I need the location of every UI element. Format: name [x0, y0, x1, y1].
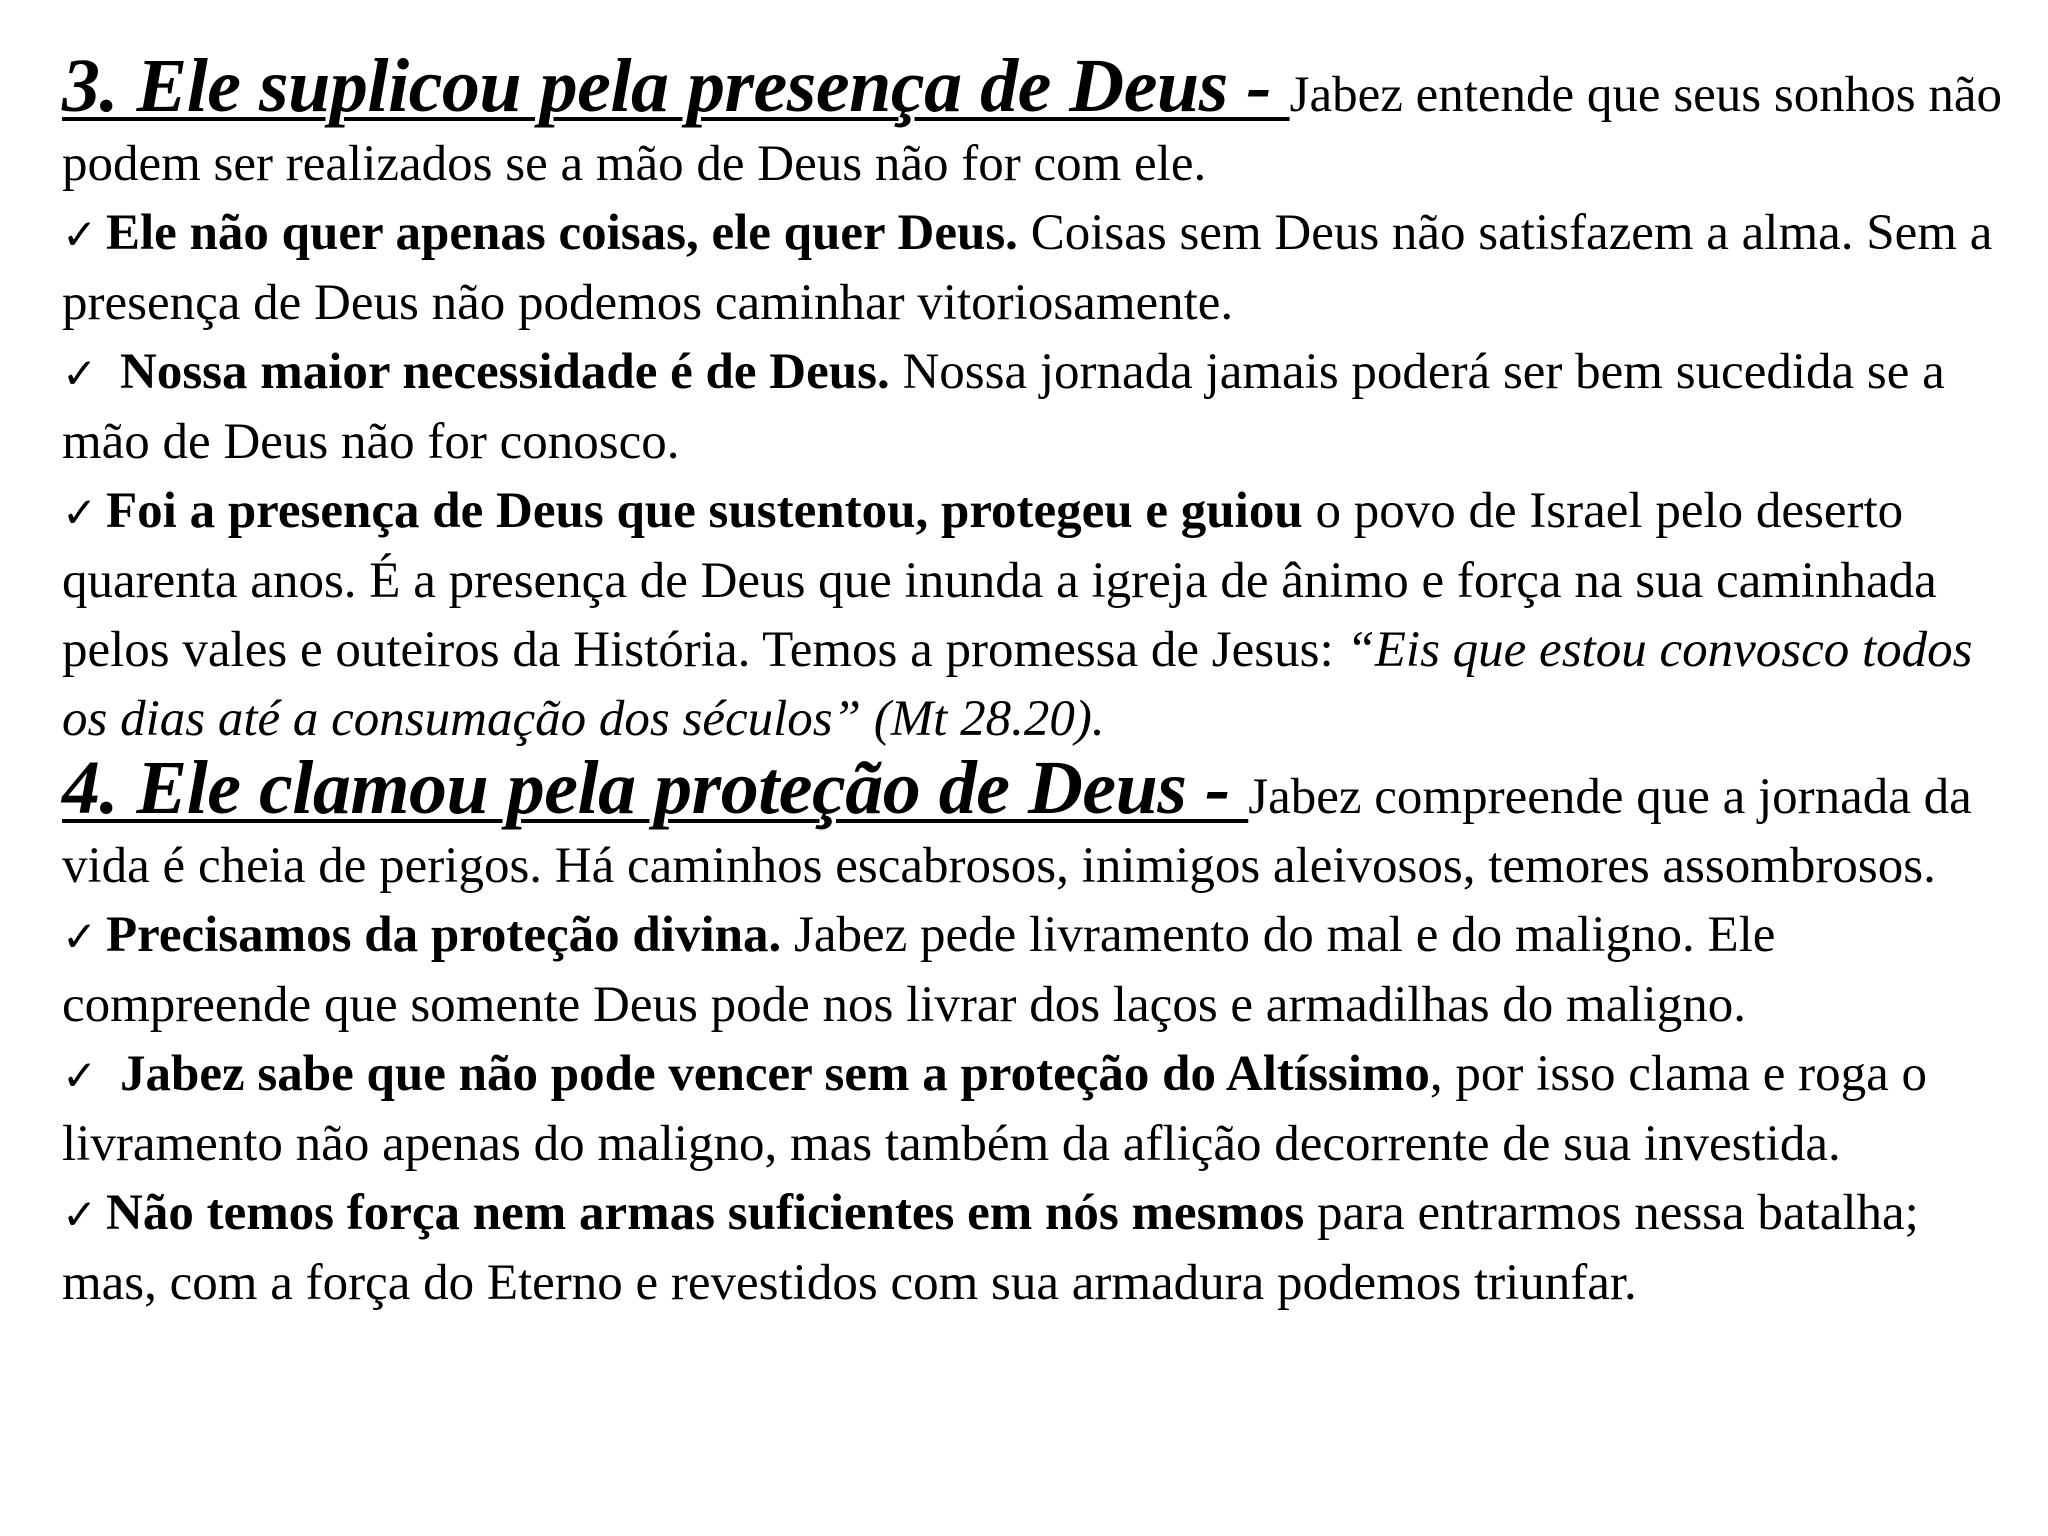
document-page [62, 44, 2022, 1318]
bullet-item [62, 1040, 2022, 1179]
bullet-text: Nossa jornada jamais poderá ser bem sucedida se a mão de Deus não for conosco. [62, 344, 1945, 470]
bullet-item [62, 1179, 2022, 1318]
bullet-item [62, 477, 2022, 754]
section-3-intro [62, 44, 2022, 199]
checkmark-icon: ✓ [62, 1190, 98, 1239]
bullet-bold-text: Jabez sabe que não pode vencer sem a proteção do Altíssimo [120, 1046, 1430, 1102]
bullet-bold-text: Precisamos da proteção divina. [106, 907, 782, 963]
bullet-item [62, 338, 2022, 477]
section-3-heading: 3. Ele suplicou pela presença de Deus - [62, 44, 1290, 128]
bullet-text: Jabez pede livramento do mal e do maligno. Ele compreende que somente Deus pode nos livrar dos laços e armadilhas do maligno. [62, 907, 1776, 1033]
section-3-intro-text: Jabez entende que seus sonhos não podem ser realizados se a mão de Deus não for com ele. [62, 67, 2002, 192]
section-4-heading: 4. Ele clamou pela proteção de Deus - [62, 746, 1249, 830]
section-4-intro [62, 746, 2022, 901]
checkmark-icon: ✓ [62, 210, 98, 259]
bullet-text: o povo de Israel pelo deserto quarenta anos. É a presença de Deus que inunda a igreja de ânimo e força na sua caminhada pelos vales e outeiros da História. Temos a promessa de Jesus: [62, 483, 1937, 678]
checkmark-icon: ✓ [62, 1051, 98, 1100]
bullet-bold-text: Não temos força nem armas suficientes em nós mesmos [106, 1185, 1305, 1241]
bullet-text: Coisas sem Deus não satisfazem a alma. Sem a presença de Deus não podemos caminhar vitoriosamente. [62, 205, 1993, 331]
bullet-text: , por isso clama e roga o livramento não apenas do maligno, mas também da aflição decorrente de sua investida. [62, 1046, 1928, 1172]
checkmark-icon: ✓ [62, 488, 98, 537]
bullet-bold-text: Foi a presença de Deus que sustentou, protegeu e guiou [106, 483, 1303, 539]
section-4-intro-text: Jabez compreende que a jornada da vida é cheia de perigos. Há caminhos escabrosos, inimigos aleivosos, temores assombrosos. [62, 769, 1972, 894]
checkmark-icon: ✓ [62, 349, 98, 398]
bullet-text: para entrarmos nessa batalha; mas, com a força do Eterno e revestidos com sua armadura podemos triunfar. [62, 1185, 1919, 1311]
bullet-item [62, 199, 2022, 338]
bullet-bold-text: Nossa maior necessidade é de Deus. [120, 344, 890, 400]
bullet-item [62, 901, 2022, 1040]
checkmark-icon: ✓ [62, 912, 98, 961]
bullet-bold-text: Ele não quer apenas coisas, ele quer Deus. [106, 205, 1018, 261]
bible-quote: “Eis que estou convosco todos os dias até a consumação dos séculos” (Mt 28.20). [62, 622, 1973, 747]
